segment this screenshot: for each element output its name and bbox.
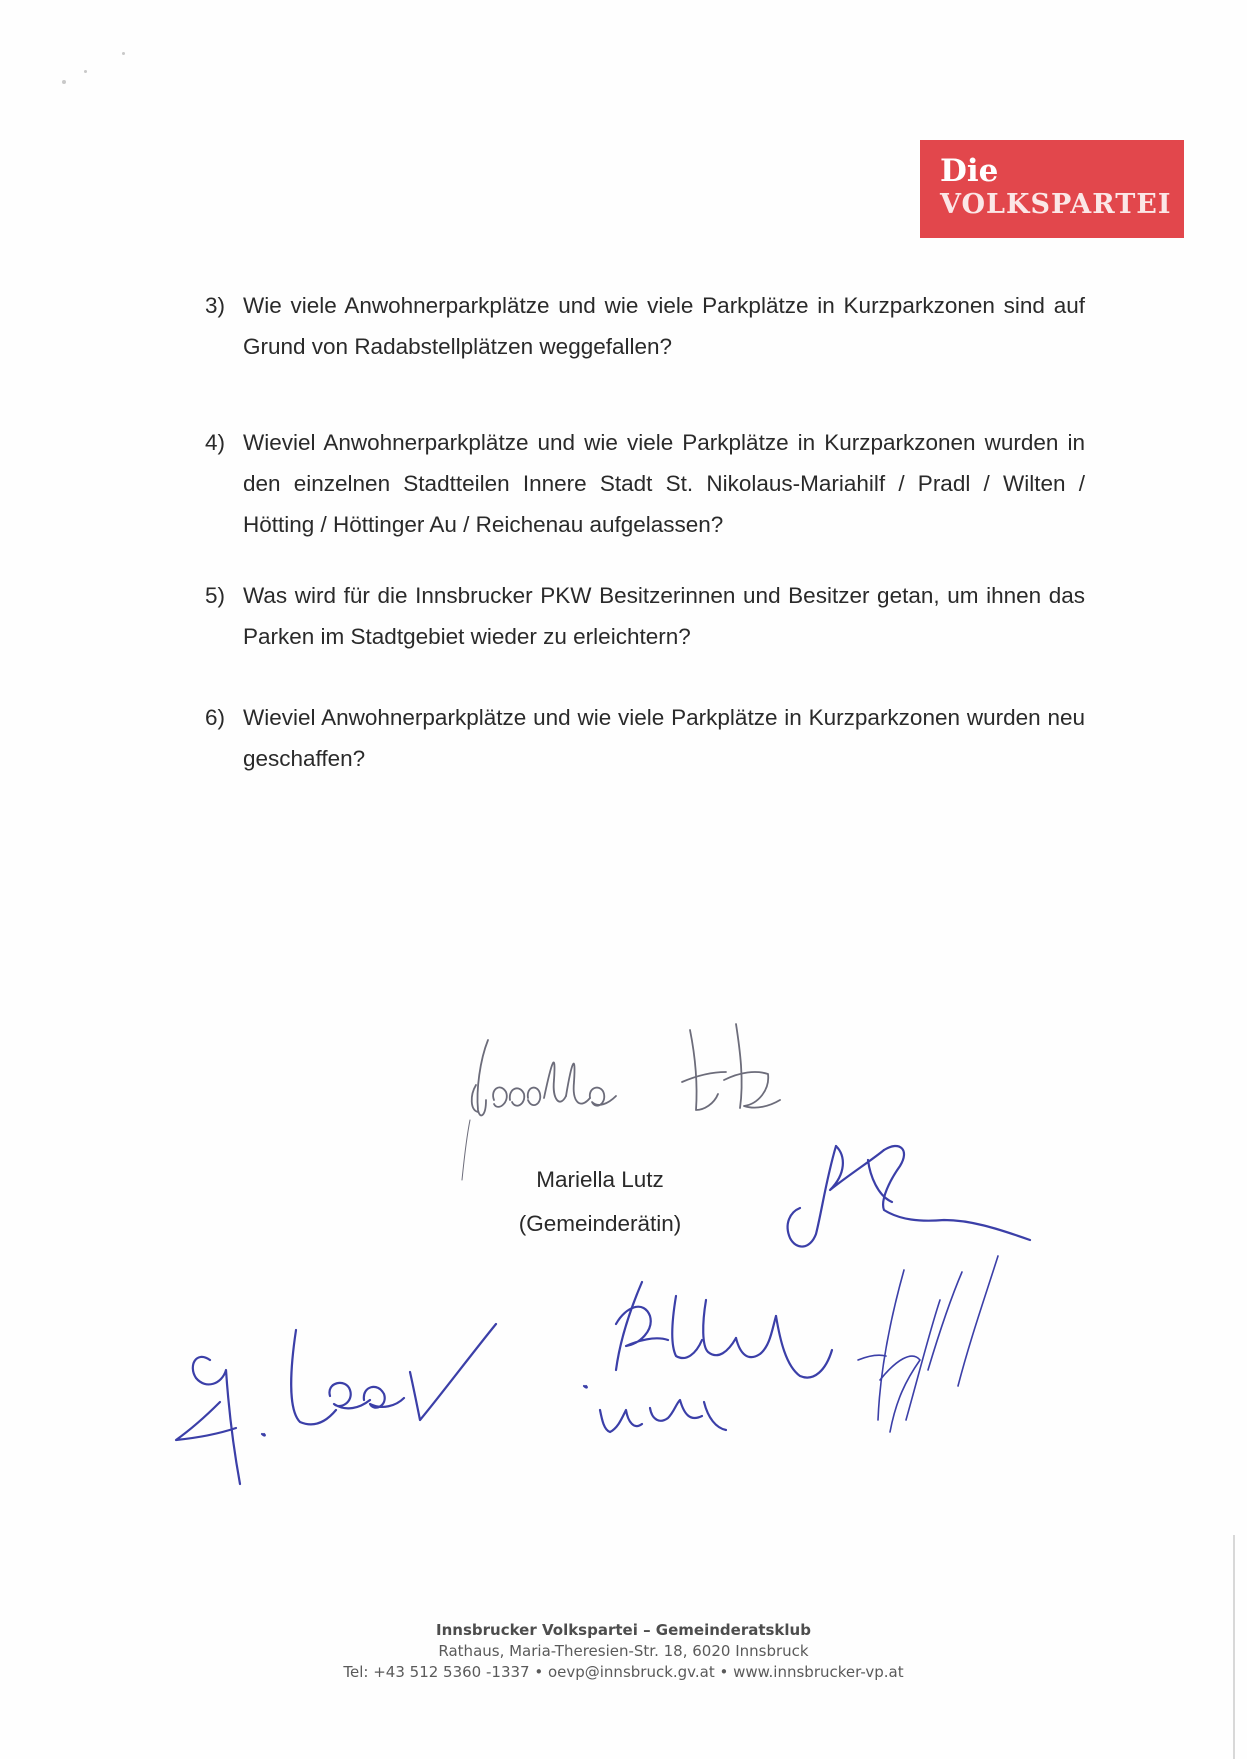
- question-5: [205, 575, 1085, 657]
- footer-contact: Tel: +43 512 5360 -1337 • oevp@innsbruck.gv.at • www.innsbrucker-vp.at: [343, 1663, 904, 1681]
- question-number: 5): [205, 583, 226, 608]
- question-6: [205, 697, 1085, 779]
- question-number: 6): [205, 705, 226, 730]
- scan-speck: [62, 80, 66, 84]
- question-text: Wieviel Anwohnerparkplätze und wie viele Parkplätze in Kurzparkzonen wurden in den einzelnen Stadtteilen Innere Stadt St. Nikolaus-Mariahilf / Pradl / Wilten / Hötting / Höttinger Au / Reichenau aufgelassen?: [243, 430, 1085, 537]
- scan-speck: [84, 70, 87, 73]
- question-number: 4): [205, 430, 226, 455]
- signature-right-loop: [788, 1146, 1030, 1247]
- signature-bottom-left: [176, 1324, 496, 1484]
- footer-address: Rathaus, Maria-Theresien-Str. 18, 6020 Innsbruck: [438, 1642, 809, 1660]
- signature-bottom-right: [858, 1256, 998, 1432]
- signer-role: (Gemeinderätin): [518, 1211, 682, 1236]
- logo-line-die: Die: [940, 153, 999, 189]
- footer: [0, 1620, 1247, 1683]
- question-text: Wieviel Anwohnerparkplätze und wie viele Parkplätze in Kurzparkzonen wurden neu geschaffen?: [243, 705, 1085, 771]
- signature-mariella-lutz: [462, 1024, 780, 1180]
- scan-edge-line: [1233, 1535, 1235, 1759]
- signature-bottom-center: [584, 1282, 832, 1432]
- question-text: Wie viele Anwohnerparkplätze und wie viele Parkplätze in Kurzparkzonen sind auf Grund von Radabstellplätzen weggefallen?: [243, 293, 1085, 359]
- question-3: [205, 285, 1085, 367]
- question-4: [205, 422, 1085, 545]
- signer-name: Mariella Lutz: [536, 1167, 664, 1192]
- footer-organization: Innsbrucker Volkspartei – Gemeinderatsklub: [436, 1621, 811, 1639]
- volkspartei-logo: [920, 140, 1184, 238]
- question-number: 3): [205, 293, 226, 318]
- scan-speck: [122, 52, 125, 55]
- question-text: Was wird für die Innsbrucker PKW Besitzerinnen und Besitzer getan, um ihnen das Parken im Stadtgebiet wieder zu erleichtern?: [243, 583, 1085, 649]
- logo-line-volkspartei: VOLKSPARTEI: [940, 189, 1172, 220]
